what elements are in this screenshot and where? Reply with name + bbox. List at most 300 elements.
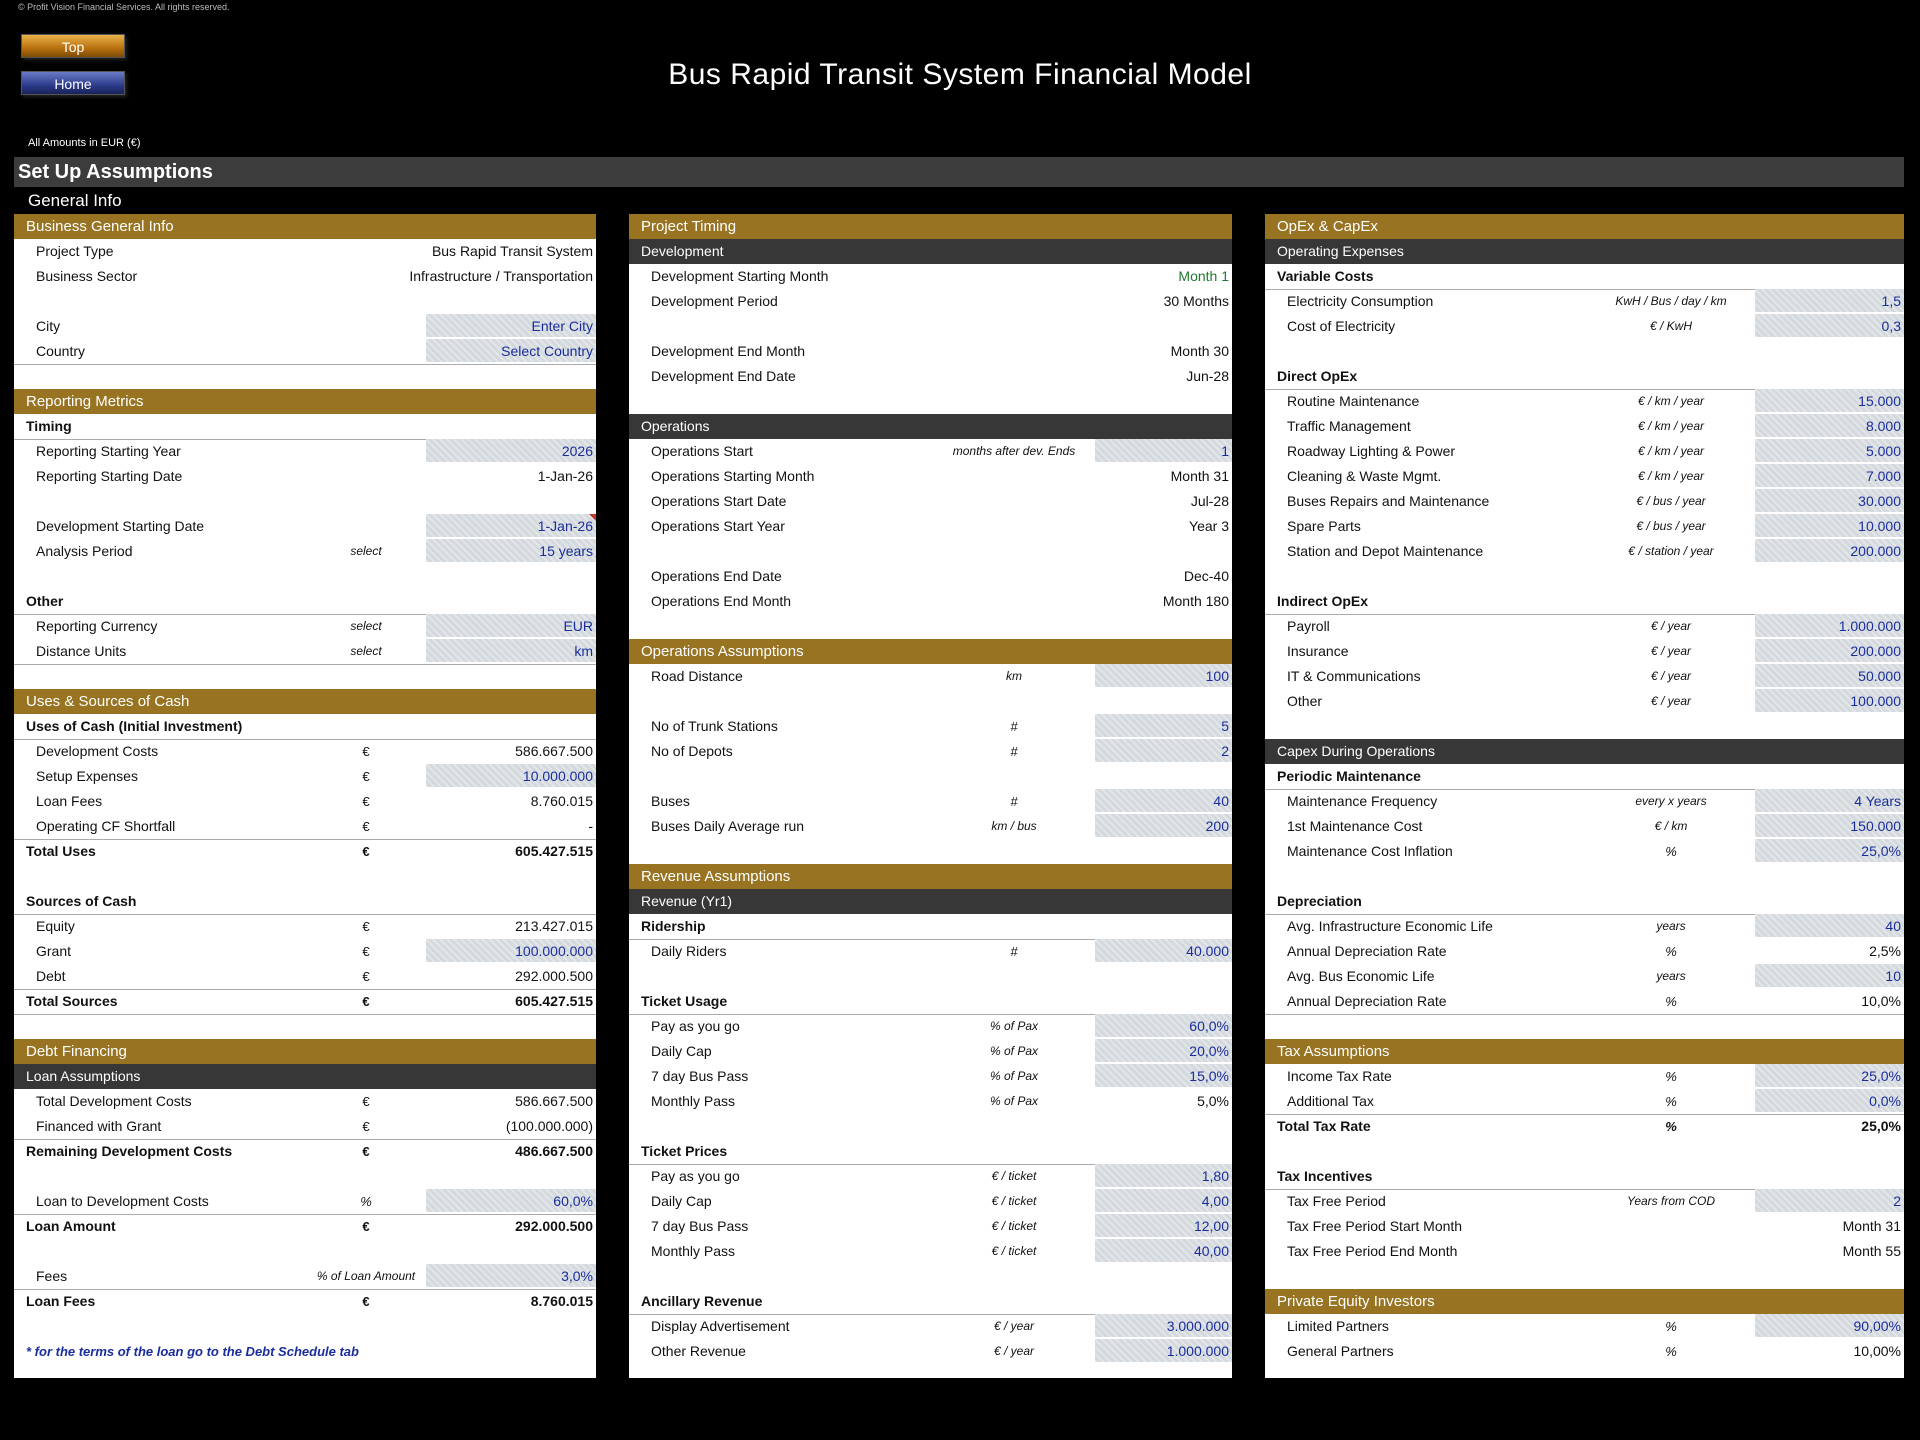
- unit-label: € / year: [1650, 669, 1692, 683]
- row-label: Pay as you go: [651, 1168, 740, 1184]
- input-cell[interactable]: 40.000: [1095, 939, 1232, 962]
- input-cell[interactable]: 100.000.000: [426, 939, 596, 962]
- row-label: Periodic Maintenance: [1277, 768, 1421, 784]
- home-button[interactable]: Home: [21, 71, 125, 95]
- row-label: Buses Repairs and Maintenance: [1287, 493, 1490, 509]
- row-label: Reporting Starting Year: [36, 443, 181, 459]
- value-cell: Jun-28: [1186, 368, 1229, 384]
- row-label: 1st Maintenance Cost: [1287, 818, 1423, 834]
- section-title: Set Up Assumptions: [14, 157, 1904, 187]
- row-pay-as-you-go: [629, 1164, 1232, 1189]
- row-equity: [14, 914, 596, 939]
- row-display-advertisement: [629, 1314, 1232, 1339]
- unit-label: KwH / Bus / day / km: [1615, 294, 1727, 308]
- row-label: Daily Riders: [651, 943, 727, 959]
- value-cell: 605.427.515: [515, 993, 593, 1009]
- unit-label: €: [362, 1094, 370, 1109]
- row-spare-parts: [1265, 514, 1904, 539]
- row-grant: [14, 939, 596, 964]
- row-label: Total Development Costs: [36, 1093, 192, 1109]
- input-cell[interactable]: 100: [1095, 664, 1232, 687]
- input-cell[interactable]: 2026: [426, 439, 596, 462]
- row-maintenance-frequency: [1265, 789, 1904, 814]
- row-monthly-pass: [629, 1239, 1232, 1264]
- input-cell[interactable]: 40: [1095, 789, 1232, 812]
- row-sources-of-cash: [14, 889, 596, 915]
- right-panel: [1265, 214, 1904, 1378]
- row-reporting-starting-date: [14, 464, 596, 489]
- input-cell[interactable]: 4 Years: [1755, 789, 1904, 812]
- unit-label: €: [362, 1294, 370, 1309]
- row-label: Buses: [651, 793, 690, 809]
- row-road-distance: [629, 664, 1232, 689]
- middle-panel: [629, 214, 1232, 1378]
- value-cell: 486.667.500: [515, 1143, 593, 1159]
- unit-label: € / ticket: [991, 1244, 1037, 1258]
- input-cell[interactable]: 1,5: [1755, 289, 1904, 312]
- value-cell: Month 31: [1842, 1218, 1901, 1234]
- section-header-loan-assumptions: [14, 1064, 596, 1089]
- row-operations-start: [629, 439, 1232, 464]
- top-button[interactable]: Top: [21, 34, 125, 58]
- row-operations-end-date: [629, 564, 1232, 589]
- row-operations-start-year: [629, 514, 1232, 539]
- currency-note: All Amounts in EUR (€): [28, 137, 141, 149]
- row-development-starting-date: [14, 514, 596, 539]
- unit-label: €: [362, 969, 370, 984]
- unit-label: € / km: [1654, 819, 1688, 833]
- value-cell: Month 1: [1178, 268, 1229, 284]
- row-label: IT & Communications: [1287, 668, 1421, 684]
- row-label: Total Tax Rate: [1277, 1118, 1371, 1134]
- row-label: Electricity Consumption: [1287, 293, 1434, 309]
- row-label: OpEx & CapEx: [1277, 218, 1378, 235]
- input-cell[interactable]: 3,0%: [426, 1264, 596, 1287]
- row-uses-of-cash-initial-investment: [14, 714, 596, 740]
- row-other: [1265, 689, 1904, 714]
- row-electricity-consumption: [1265, 289, 1904, 314]
- row-cost-of-electricity: [1265, 314, 1904, 339]
- row-label: Distance Units: [36, 643, 127, 659]
- row-label: Roadway Lighting & Power: [1287, 443, 1456, 459]
- row-label: Daily Cap: [651, 1193, 712, 1209]
- row-label: Private Equity Investors: [1277, 1293, 1435, 1310]
- unit-label: km: [1006, 669, 1022, 683]
- row-1st-maintenance-cost: [1265, 814, 1904, 839]
- unit-label: % of Pax: [989, 1069, 1039, 1083]
- row-label: Grant: [36, 943, 72, 959]
- row-label: Maintenance Frequency: [1287, 793, 1438, 809]
- unit-label: € / km / year: [1637, 469, 1705, 483]
- row-roadway-lighting-power: [1265, 439, 1904, 464]
- row-label: Station and Depot Maintenance: [1287, 543, 1484, 559]
- row-label: Project Type: [36, 243, 114, 259]
- value-cell: 213.427.015: [515, 918, 593, 934]
- row-label: Development Starting Month: [651, 268, 829, 284]
- section-header-operations: [629, 414, 1232, 439]
- unit-label: €: [362, 819, 370, 834]
- row-label: Uses & Sources of Cash: [26, 693, 190, 710]
- row-label: Additional Tax: [1287, 1093, 1374, 1109]
- value-cell: 10,00%: [1853, 1343, 1901, 1359]
- value-cell: 10,0%: [1861, 993, 1901, 1009]
- input-cell[interactable]: km: [426, 639, 596, 662]
- row-label: Uses of Cash (Initial Investment): [26, 718, 243, 734]
- subsection-title: General Info: [14, 189, 1904, 213]
- row-no-of-trunk-stations: [629, 714, 1232, 739]
- row-timing: [14, 414, 596, 440]
- row-label: Total Sources: [26, 993, 118, 1009]
- row-label: Development Costs: [36, 743, 159, 759]
- input-cell[interactable]: 40: [1755, 914, 1904, 937]
- row-loan-fees: [14, 1289, 596, 1314]
- unit-label: €: [362, 944, 370, 959]
- row-label: Tax Assumptions: [1277, 1043, 1390, 1060]
- row-general-partners: [1265, 1339, 1904, 1364]
- row-7-day-bus-pass: [629, 1064, 1232, 1089]
- row-label: Operations Starting Month: [651, 468, 815, 484]
- unit-label: % of Pax: [989, 1044, 1039, 1058]
- row-income-tax-rate: [1265, 1064, 1904, 1089]
- input-cell[interactable]: 1: [1095, 439, 1232, 462]
- section-header-development: [629, 239, 1232, 264]
- row-avg-infrastructure-economic-life: [1265, 914, 1904, 939]
- row-it-communications: [1265, 664, 1904, 689]
- unit-label: € / bus / year: [1636, 494, 1706, 508]
- row-label: Payroll: [1287, 618, 1330, 634]
- row-operating-cf-shortfall: [14, 814, 596, 840]
- input-cell[interactable]: 10: [1755, 964, 1904, 987]
- row-operations-start-date: [629, 489, 1232, 514]
- input-cell[interactable]: 5: [1095, 714, 1232, 737]
- row-buses-repairs-and-maintenance: [1265, 489, 1904, 514]
- row-label: Operations End Date: [651, 568, 782, 584]
- row-operations-end-month: [629, 589, 1232, 614]
- row-label: Variable Costs: [1277, 268, 1374, 284]
- value-cell: Month 31: [1170, 468, 1229, 484]
- input-cell[interactable]: 1,80: [1095, 1164, 1232, 1187]
- value-cell: Dec-40: [1183, 568, 1229, 584]
- row-label: Operations Assumptions: [641, 643, 804, 660]
- row-total-sources: [14, 989, 596, 1015]
- unit-label: #: [1010, 719, 1018, 734]
- unit-label: € / year: [1650, 619, 1692, 633]
- row-label: Loan Fees: [26, 1293, 96, 1309]
- row-label: Maintenance Cost Inflation: [1287, 843, 1453, 859]
- section-header-operating-expenses: [1265, 239, 1904, 264]
- row-label: Annual Depreciation Rate: [1287, 943, 1447, 959]
- unit-label: %: [1665, 1094, 1677, 1109]
- row-development-end-date: [629, 364, 1232, 389]
- value-cell: Month 55: [1842, 1243, 1901, 1259]
- unit-label: %: [360, 1194, 372, 1209]
- row-loan-amount: [14, 1214, 596, 1239]
- value-cell: Month 30: [1170, 343, 1229, 359]
- row-label: Monthly Pass: [651, 1243, 736, 1259]
- input-cell[interactable]: 200.000: [1755, 639, 1904, 662]
- value-cell: 292.000.500: [515, 1218, 593, 1234]
- row-label: Depreciation: [1277, 893, 1362, 909]
- unit-label: € / km / year: [1637, 419, 1705, 433]
- unit-label: €: [362, 919, 370, 934]
- value-cell: Year 3: [1189, 518, 1229, 534]
- row-buses-daily-average-run: [629, 814, 1232, 839]
- row-label: Country: [36, 343, 86, 359]
- row-label: Tax Free Period: [1287, 1193, 1386, 1209]
- unit-label: €: [362, 769, 370, 784]
- row-tax-free-period-start-month: [1265, 1214, 1904, 1239]
- unit-label: € / ticket: [991, 1219, 1037, 1233]
- value-cell: 292.000.500: [515, 968, 593, 984]
- value-cell: 586.667.500: [515, 1093, 593, 1109]
- input-cell[interactable]: 0,0%: [1755, 1089, 1904, 1112]
- unit-label: years: [1656, 969, 1686, 983]
- section-header-debt-financing: [14, 1039, 596, 1064]
- unit-label: %: [1665, 1119, 1677, 1134]
- value-cell: 8.760.015: [530, 793, 593, 809]
- input-cell[interactable]: 50.000: [1755, 664, 1904, 687]
- row-project-type: [14, 239, 596, 264]
- input-cell[interactable]: 3.000.000: [1095, 1314, 1232, 1337]
- unit-label: %: [1665, 994, 1677, 1009]
- input-cell[interactable]: 7.000: [1755, 464, 1904, 487]
- unit-label: € / station / year: [1628, 544, 1714, 558]
- input-cell[interactable]: 15,0%: [1095, 1064, 1232, 1087]
- row-label: Ticket Prices: [641, 1143, 728, 1159]
- row-label: Tax Free Period End Month: [1287, 1243, 1458, 1259]
- row-label: Annual Depreciation Rate: [1287, 993, 1447, 1009]
- input-cell[interactable]: 200.000: [1755, 539, 1904, 562]
- row-label: Loan to Development Costs: [36, 1193, 209, 1209]
- row-annual-depreciation-rate: [1265, 989, 1904, 1015]
- row-setup-expenses: [14, 764, 596, 789]
- row-label: Timing: [26, 418, 72, 434]
- row-label: Road Distance: [651, 668, 743, 684]
- unit-label: € / year: [993, 1344, 1035, 1358]
- row-label: Other: [1287, 693, 1323, 709]
- row-label: Insurance: [1287, 643, 1349, 659]
- row-label: Development End Month: [651, 343, 806, 359]
- unit-label: select: [350, 644, 382, 658]
- row-label: Analysis Period: [36, 543, 133, 559]
- row-label: Project Timing: [641, 218, 737, 235]
- input-cell[interactable]: 40,00: [1095, 1239, 1232, 1262]
- row-label: Operating Expenses: [1277, 243, 1404, 259]
- row-periodic-maintenance: [1265, 764, 1904, 790]
- section-header-project-timing: [629, 214, 1232, 239]
- row-label: Traffic Management: [1287, 418, 1411, 434]
- row-label: Loan Fees: [36, 793, 103, 809]
- input-cell[interactable]: 30.000: [1755, 489, 1904, 512]
- row-buses: [629, 789, 1232, 814]
- row-label: Operations End Month: [651, 593, 792, 609]
- page-title: Bus Rapid Transit System Financial Model: [668, 58, 1252, 91]
- value-cell: 1-Jan-26: [537, 468, 593, 484]
- input-cell[interactable]: 60,0%: [1095, 1014, 1232, 1037]
- input-cell[interactable]: 8.000: [1755, 414, 1904, 437]
- row-label: Setup Expenses: [36, 768, 138, 784]
- row-label: Equity: [36, 918, 75, 934]
- input-cell[interactable]: 90,00%: [1755, 1314, 1904, 1337]
- input-cell[interactable]: 1.000.000: [1755, 614, 1904, 637]
- value-cell: -: [588, 818, 593, 834]
- unit-label: € / year: [1650, 644, 1692, 658]
- section-header-opex-capex: [1265, 214, 1904, 239]
- input-cell[interactable]: 25,0%: [1755, 1064, 1904, 1087]
- section-header-revenue-assumptions: [629, 864, 1232, 889]
- row-city: [14, 314, 596, 339]
- row-maintenance-cost-inflation: [1265, 839, 1904, 864]
- row-annual-depreciation-rate: [1265, 939, 1904, 964]
- row-development-period: [629, 289, 1232, 314]
- row-label: Routine Maintenance: [1287, 393, 1420, 409]
- row-label: Ticket Usage: [641, 993, 728, 1009]
- section-header-revenue-yr1: [629, 889, 1232, 914]
- row-avg-bus-economic-life: [1265, 964, 1904, 989]
- row-operations-starting-month: [629, 464, 1232, 489]
- row-label: Direct OpEx: [1277, 368, 1358, 384]
- section-header-tax-assumptions: [1265, 1039, 1904, 1064]
- row-daily-riders: [629, 939, 1232, 964]
- row-tax-free-period: [1265, 1189, 1904, 1214]
- input-cell[interactable]: 25,0%: [1755, 839, 1904, 862]
- row-label: Tax Free Period Start Month: [1287, 1218, 1463, 1234]
- unit-label: %: [1665, 1069, 1677, 1084]
- row-development-end-month: [629, 339, 1232, 364]
- row-label: Spare Parts: [1287, 518, 1361, 534]
- unit-label: €: [362, 1144, 370, 1159]
- row-other: [14, 589, 596, 615]
- left-panel: [14, 214, 596, 1378]
- row-label: Limited Partners: [1287, 1318, 1389, 1334]
- row-label: Total Uses: [26, 843, 96, 859]
- input-cell[interactable]: 200: [1095, 814, 1232, 837]
- input-cell[interactable]: 100.000: [1755, 689, 1904, 712]
- value-cell: 5,0%: [1197, 1093, 1229, 1109]
- unit-label: %: [1665, 1319, 1677, 1334]
- input-cell[interactable]: 4,00: [1095, 1189, 1232, 1212]
- row-label: Pay as you go: [651, 1018, 740, 1034]
- unit-label: %: [1665, 844, 1677, 859]
- input-cell[interactable]: 150.000: [1755, 814, 1904, 837]
- value-cell: Bus Rapid Transit System: [431, 243, 593, 259]
- row-label: Development End Date: [651, 368, 796, 384]
- row-financed-with-grant: [14, 1114, 596, 1140]
- row-cleaning-waste-mgmt: [1265, 464, 1904, 489]
- unit-label: select: [350, 619, 382, 633]
- row-label: Remaining Development Costs: [26, 1143, 233, 1159]
- row-label: Operations Start Year: [651, 518, 785, 534]
- unit-label: € / km / year: [1637, 394, 1705, 408]
- input-cell[interactable]: EUR: [426, 614, 596, 637]
- input-cell[interactable]: 60,0%: [426, 1189, 596, 1212]
- row-station-and-depot-maintenance: [1265, 539, 1904, 564]
- unit-label: % of Pax: [989, 1094, 1039, 1108]
- row-label: Loan Amount: [26, 1218, 116, 1234]
- section-header-capex-during-operations: [1265, 739, 1904, 764]
- unit-label: %: [1665, 944, 1677, 959]
- row-label: * for the terms of the loan go to the Debt Schedule tab: [26, 1344, 359, 1359]
- row-loan-fees: [14, 789, 596, 814]
- unit-label: € / year: [1650, 694, 1692, 708]
- unit-label: €: [362, 794, 370, 809]
- unit-label: % of Loan Amount: [316, 1269, 416, 1283]
- row-label: Indirect OpEx: [1277, 593, 1369, 609]
- row-label: Ridership: [641, 918, 706, 934]
- row-label: Other: [26, 593, 64, 609]
- unit-label: € / ticket: [991, 1169, 1037, 1183]
- row-other-revenue: [629, 1339, 1232, 1364]
- value-cell: 25,0%: [1861, 1118, 1901, 1134]
- unit-label: €: [362, 1219, 370, 1234]
- input-cell[interactable]: 20,0%: [1095, 1039, 1232, 1062]
- row-tax-incentives: [1265, 1164, 1904, 1190]
- value-cell: Month 180: [1162, 593, 1229, 609]
- row-traffic-management: [1265, 414, 1904, 439]
- unit-label: %: [1665, 1344, 1677, 1359]
- row-label: Operating CF Shortfall: [36, 818, 176, 834]
- row-label: Avg. Infrastructure Economic Life: [1287, 918, 1493, 934]
- input-cell[interactable]: 15 years: [426, 539, 596, 562]
- row-reporting-starting-year: [14, 439, 596, 464]
- row-analysis-period: [14, 539, 596, 564]
- input-cell[interactable]: 2: [1095, 739, 1232, 762]
- unit-label: #: [1010, 944, 1018, 959]
- row-label: Financed with Grant: [36, 1118, 162, 1134]
- row-total-tax-rate: [1265, 1114, 1904, 1139]
- unit-label: select: [350, 544, 382, 558]
- input-cell[interactable]: Enter City: [426, 314, 596, 337]
- row-label: Debt Financing: [26, 1043, 127, 1060]
- row-remaining-development-costs: [14, 1139, 596, 1164]
- row-label: Revenue (Yr1): [641, 893, 733, 909]
- row-total-uses: [14, 839, 596, 864]
- input-cell[interactable]: 10.000.000: [426, 764, 596, 787]
- section-header-private-equity-investors: [1265, 1289, 1904, 1314]
- row-pay-as-you-go: [629, 1014, 1232, 1039]
- row-monthly-pass: [629, 1089, 1232, 1114]
- unit-label: €: [362, 1119, 370, 1134]
- row-label: Sources of Cash: [26, 893, 137, 909]
- row-fees: [14, 1264, 596, 1290]
- row-business-sector: [14, 264, 596, 289]
- row-routine-maintenance: [1265, 389, 1904, 414]
- input-cell[interactable]: 5.000: [1755, 439, 1904, 462]
- input-cell[interactable]: 1-Jan-26: [426, 514, 596, 537]
- input-cell[interactable]: 15.000: [1755, 389, 1904, 412]
- copyright-notice: © Profit Vision Financial Services. All rights reserved.: [18, 2, 230, 12]
- input-cell[interactable]: 12,00: [1095, 1214, 1232, 1237]
- unit-label: € / KwH: [1649, 319, 1693, 333]
- input-cell[interactable]: Select Country: [426, 339, 596, 362]
- input-cell[interactable]: 0,3: [1755, 314, 1904, 337]
- section-header-business-general-info: [14, 214, 596, 239]
- unit-label: Years from COD: [1626, 1194, 1716, 1208]
- row-label: Income Tax Rate: [1287, 1068, 1392, 1084]
- input-cell[interactable]: 10.000: [1755, 514, 1904, 537]
- row-label: Development: [641, 243, 724, 259]
- row-daily-cap: [629, 1189, 1232, 1214]
- row-label: Tax Incentives: [1277, 1168, 1373, 1184]
- row-label: Development Starting Date: [36, 518, 205, 534]
- row-label: Revenue Assumptions: [641, 868, 791, 885]
- value-cell: Jul-28: [1190, 493, 1229, 509]
- row-label: Cost of Electricity: [1287, 318, 1396, 334]
- input-cell[interactable]: 1.000.000: [1095, 1339, 1232, 1362]
- section-header-operations-assumptions: [629, 639, 1232, 664]
- input-cell[interactable]: 2: [1755, 1189, 1904, 1212]
- row-loan-to-development-costs: [14, 1189, 596, 1215]
